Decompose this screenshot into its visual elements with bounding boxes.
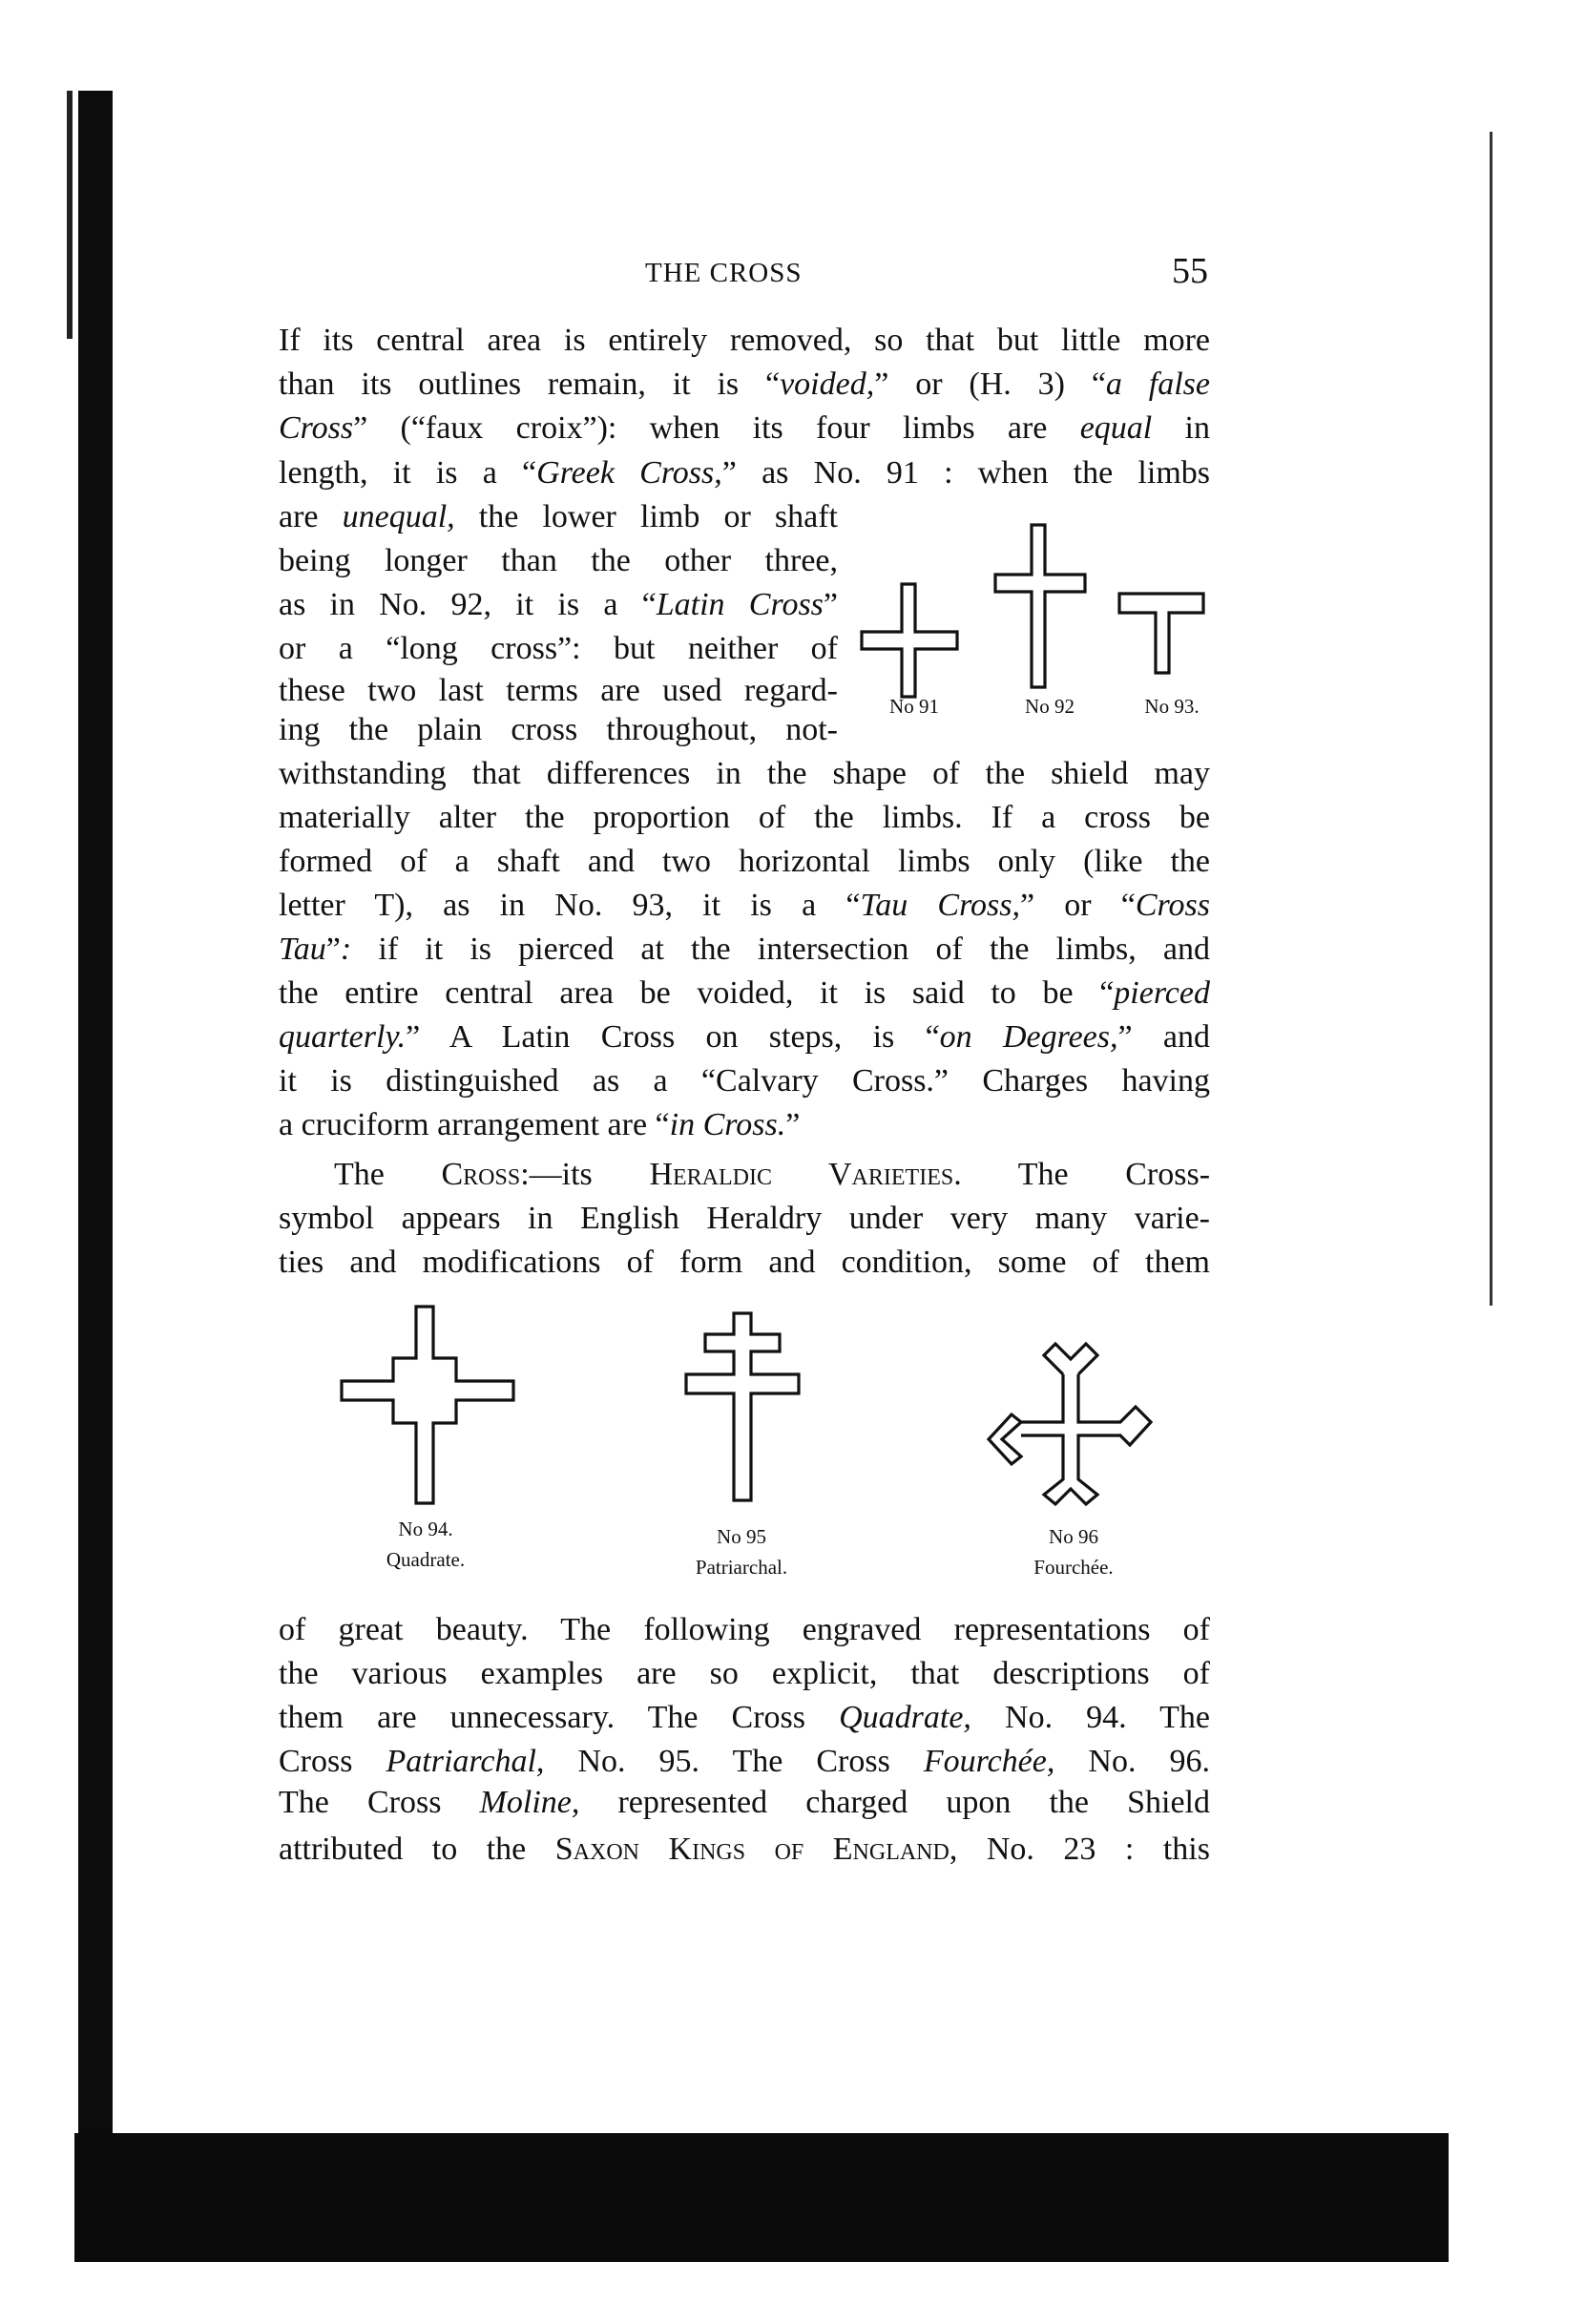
text-segment: a cruciform arrangement are “ xyxy=(279,1107,670,1142)
text-segment: withstanding that differences in the shape of the shield may xyxy=(279,756,1210,791)
text-line xyxy=(279,840,1210,884)
text-line xyxy=(279,583,838,627)
text-segment: No. 95. The Cross xyxy=(544,1744,924,1779)
text-segment: the entire central area be voided, it is said to be “ xyxy=(279,975,1115,1011)
scan-edge-mark xyxy=(67,91,73,339)
text-segment: ties and modifications of form and condition, some of them xyxy=(279,1245,1210,1280)
text-segment: :—its xyxy=(520,1157,650,1192)
text-line xyxy=(279,1696,1210,1740)
text-segment: symbol appears in English Heraldry under very many varie- xyxy=(279,1201,1210,1236)
italic-text: equal xyxy=(1079,410,1153,446)
text-line xyxy=(279,363,1210,407)
text-segment: formed of a shaft and two horizontal limbs only (like the xyxy=(279,844,1210,879)
text-line xyxy=(279,972,1210,1015)
text-segment: materially alter the proportion of the limbs. If a cross be xyxy=(279,800,1210,835)
text-line xyxy=(279,1781,1210,1825)
italic-text: Latin Cross xyxy=(656,587,824,622)
text-segment: If its central area is entirely removed, so that but little more xyxy=(279,323,1210,358)
small-caps-text: Cross xyxy=(441,1157,521,1192)
greek-cross-91 xyxy=(862,584,957,697)
scan-edge-left xyxy=(78,91,113,2262)
text-segment: it is distinguished as a “Calvary Cross.” Charges having xyxy=(279,1063,1210,1099)
text-segment: ” A Latin Cross on steps, is “ xyxy=(406,1019,940,1055)
text-segment: them are unnecessary. The Cross xyxy=(279,1700,840,1735)
text-segment: these two last terms are used regard- xyxy=(279,673,838,708)
text-segment: or a “long cross”: but neither of xyxy=(279,631,838,666)
text-segment: the various examples are so explicit, that descriptions of xyxy=(279,1656,1210,1691)
text-segment: The Cross- xyxy=(961,1157,1211,1192)
text-line xyxy=(279,796,1210,840)
tau-cross-93 xyxy=(1119,594,1203,673)
italic-text: quarterly. xyxy=(279,1019,407,1055)
text-line xyxy=(279,1197,1210,1241)
text-line xyxy=(334,1153,1210,1197)
text-segment: Cross xyxy=(279,1744,386,1779)
running-head: THE CROSS xyxy=(645,258,803,288)
italic-text: pierced xyxy=(1114,975,1210,1011)
text-segment: are xyxy=(279,499,343,534)
italic-text: Cross xyxy=(1135,888,1210,923)
text-segment: if it is pierced at the intersection of the limbs, and xyxy=(351,932,1210,967)
text-line xyxy=(279,1608,1210,1652)
caption-patriarchal: Patriarchal. xyxy=(695,1556,788,1579)
italic-text: Greek Cross, xyxy=(536,455,722,491)
text-line xyxy=(279,669,838,713)
caption-no94: No 94. xyxy=(398,1518,453,1540)
text-segment: The Cross xyxy=(279,1785,480,1820)
text-segment: than its outlines remain, it is “ xyxy=(279,366,781,402)
italic-text: on Degrees, xyxy=(939,1019,1118,1055)
text-line xyxy=(279,319,1210,363)
text-segment: being longer than the other three, xyxy=(279,543,838,578)
caption-no92: No 92 xyxy=(1025,695,1075,718)
italic-text: Tau Cross, xyxy=(860,888,1021,923)
text-line xyxy=(279,1241,1210,1285)
text-line xyxy=(279,451,1210,495)
caption-quadrate: Quadrate. xyxy=(386,1548,466,1571)
italic-text: in Cross. xyxy=(669,1107,786,1142)
text-line xyxy=(279,495,838,539)
scan-edge-right xyxy=(1490,132,1492,1306)
scan-edge-bottom xyxy=(74,2133,1449,2262)
text-segment: length, it is a “ xyxy=(279,455,537,491)
text-line xyxy=(279,407,1210,450)
text-line xyxy=(279,752,1210,796)
text-segment: of great beauty. The following engraved representations of xyxy=(279,1612,1210,1647)
caption-fourchee: Fourchée. xyxy=(1033,1556,1114,1579)
caption-no95: No 95 xyxy=(717,1525,766,1548)
text-segment: No. 94. The xyxy=(970,1700,1210,1735)
text-segment: represented charged upon the Shield xyxy=(579,1785,1210,1820)
latin-cross-92 xyxy=(995,525,1085,687)
text-segment: ” xyxy=(785,1107,801,1142)
caption-no93: No 93. xyxy=(1144,695,1200,718)
text-segment: ing the plain cross throughout, not- xyxy=(279,712,838,747)
italic-text: : xyxy=(340,932,352,967)
text-line xyxy=(279,1828,1210,1872)
text-segment: ” xyxy=(823,587,838,622)
italic-text: a false xyxy=(1105,366,1211,402)
text-segment: letter T), as in No. 93, it is a “ xyxy=(279,888,861,923)
italic-text: Moline, xyxy=(479,1785,580,1820)
text-segment: ” or (H. 3) “ xyxy=(874,366,1106,402)
italic-text: Cross xyxy=(279,410,354,446)
text-segment: in xyxy=(1152,410,1211,446)
cross-quadrate-94 xyxy=(334,1303,525,1513)
text-line xyxy=(279,1740,1210,1784)
text-segment: attributed to the xyxy=(279,1832,555,1867)
text-segment: ” or “ xyxy=(1020,888,1136,923)
italic-text: Patriarchal, xyxy=(386,1744,545,1779)
text-line xyxy=(279,1059,1210,1103)
text-segment: ” as No. 91 : when the limbs xyxy=(721,455,1211,491)
page-number: 55 xyxy=(1172,251,1208,291)
text-line xyxy=(279,627,838,671)
small-caps-text: Saxon Kings of England, xyxy=(554,1832,958,1867)
cross-fourchee-96 xyxy=(983,1317,1155,1518)
small-caps-text: Heraldic Varieties. xyxy=(649,1157,962,1192)
text-segment: No. 23 : this xyxy=(957,1832,1210,1867)
text-segment: ” xyxy=(325,932,341,967)
text-line xyxy=(279,928,1210,972)
text-line xyxy=(279,708,838,752)
cross-patriarchal-95 xyxy=(673,1309,816,1510)
text-segment: the lower limb or shaft xyxy=(454,499,839,534)
text-line xyxy=(279,1103,1210,1147)
text-segment: ” (“faux croix”): when its four limbs are xyxy=(353,410,1080,446)
text-segment: The xyxy=(334,1157,442,1192)
text-segment: as in No. 92, it is a “ xyxy=(279,587,657,622)
text-line xyxy=(279,884,1210,928)
italic-text: voided, xyxy=(780,366,875,402)
italic-text: Fourchée, xyxy=(923,1744,1055,1779)
figures-91-93 xyxy=(854,515,1217,706)
text-line xyxy=(279,1015,1210,1059)
text-line xyxy=(279,1652,1210,1696)
text-line xyxy=(279,539,838,583)
text-segment: ” and xyxy=(1117,1019,1210,1055)
italic-text: unequal, xyxy=(342,499,455,534)
caption-no91: No 91 xyxy=(889,695,939,718)
italic-text: Quadrate, xyxy=(839,1700,971,1735)
caption-no96: No 96 xyxy=(1049,1525,1098,1548)
text-segment: No. 96. xyxy=(1054,1744,1210,1779)
italic-text: Tau xyxy=(279,932,326,967)
